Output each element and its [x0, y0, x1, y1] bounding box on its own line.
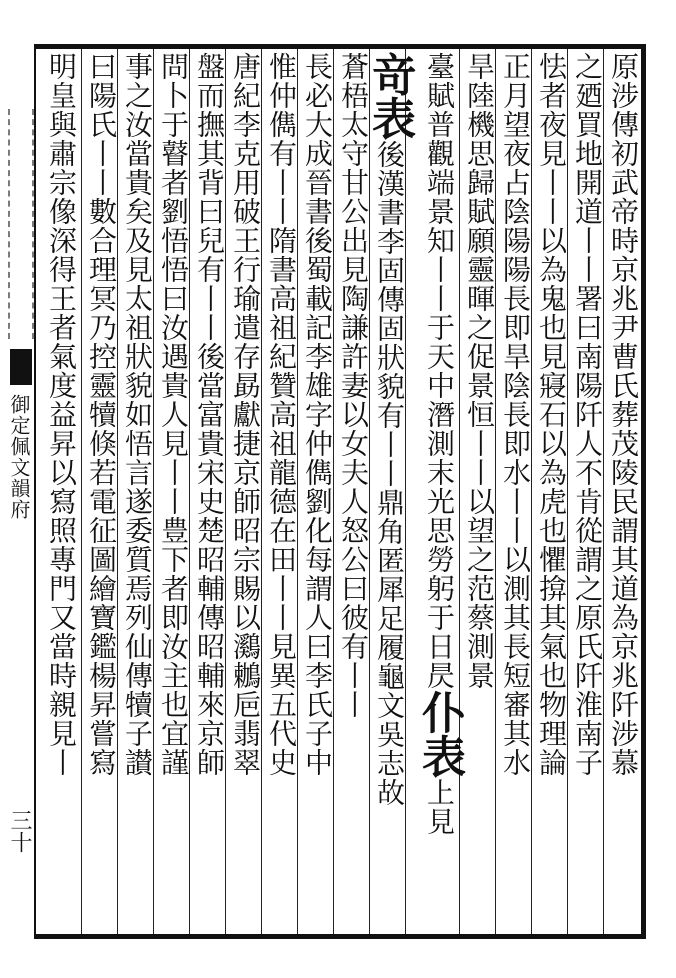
column-text: 明皇與肅宗像深得王者氣度益昇以寫照專門又當時親見丨: [45, 52, 78, 777]
text-column: [156, 52, 190, 932]
column-text: 之廼買地開道丨丨署曰南陽阡人不肯從謂之原氏阡淮南子: [571, 52, 604, 777]
column-text: 盤而撫其背曰兒有丨丨後當富貴宋史楚昭輔傳昭輔來京師: [193, 52, 226, 777]
entry-heading-marker: 仆表: [414, 690, 465, 778]
text-column: [44, 52, 78, 932]
page-number: 三十: [7, 809, 32, 853]
column-text: 曰陽氏丨丨數合理冥乃控靈犢倏若電征圖繪寶鑑楊昇嘗寫: [85, 52, 118, 777]
column-text: 蒼梧太守甘公出見陶謙許妻以女夫人怒公曰彼有丨丨: [337, 52, 370, 719]
column-text: 旱陸機思歸賦願靈暉之促景恒丨丨以望之范蔡測景: [463, 52, 496, 690]
frame-left-border: [34, 44, 36, 939]
text-column: [264, 52, 298, 932]
page-margin: [0, 49, 34, 934]
column-text: 臺賦普觀端景知丨丨于天中潛測末光思勞躬于日昃: [423, 52, 456, 690]
text-column: [228, 52, 262, 932]
text-column: [300, 52, 334, 932]
column-text: 事之汝當貴矣及見太祖狀貌如悟言遂委質焉列仙傳犢子讃: [121, 52, 154, 777]
text-column: [408, 52, 465, 932]
text-column: [498, 52, 532, 932]
text-column: [84, 52, 118, 932]
text-column: [192, 52, 226, 932]
column-divider: [81, 49, 82, 934]
column-text: 唐紀李克用破王行瑜遣存勗獻捷京師昭宗賜以鸂鶒巵翡翠: [229, 52, 262, 777]
column-divider: [459, 49, 460, 934]
text-column: [364, 52, 415, 932]
column-text: 正月望夜占陰陽陽長即旱陰長即水丨丨以測其長短審其水: [499, 52, 532, 777]
column-text: 問卜于瞽者劉悟悟曰汝遇貴人見丨丨豊下者即汝主也宜謹: [157, 52, 190, 777]
text-column: [606, 52, 640, 932]
column-text: 長必大成晉書後蜀載記李雄字仲儁劉化每謂人曰李氏子中: [301, 52, 334, 777]
fishtail-mark: [10, 349, 32, 385]
column-text: 後漢書李固傳固狀貌有丨丨鼎角匿犀足履龜文吳志故: [373, 140, 406, 807]
frame-top-border: [34, 44, 646, 49]
column-text-tail: 上見: [423, 778, 456, 836]
book-title: 御定佩文韻府: [7, 394, 31, 520]
text-column: [120, 52, 154, 932]
text-column: [534, 52, 568, 932]
column-text: 原涉傳初武帝時京兆尹曹氏葬茂陵民謂其道為京兆阡涉慕: [607, 52, 640, 777]
text-column: [570, 52, 604, 932]
fishtail-ornament: [8, 109, 34, 339]
frame-bottom-border: [34, 934, 646, 939]
column-text: 惟仲儁有丨丨隋書高祖紀贊高祖龍德在田丨丨見異五代史: [265, 52, 298, 777]
frame-right-border: [641, 44, 646, 939]
text-column: [462, 52, 496, 932]
entry-heading: 竒表: [364, 52, 415, 140]
text-column: [336, 52, 370, 932]
column-text: 怯者夜見丨丨以為鬼也見寢石以為虎也懼揜其氣也物理論: [535, 52, 568, 777]
